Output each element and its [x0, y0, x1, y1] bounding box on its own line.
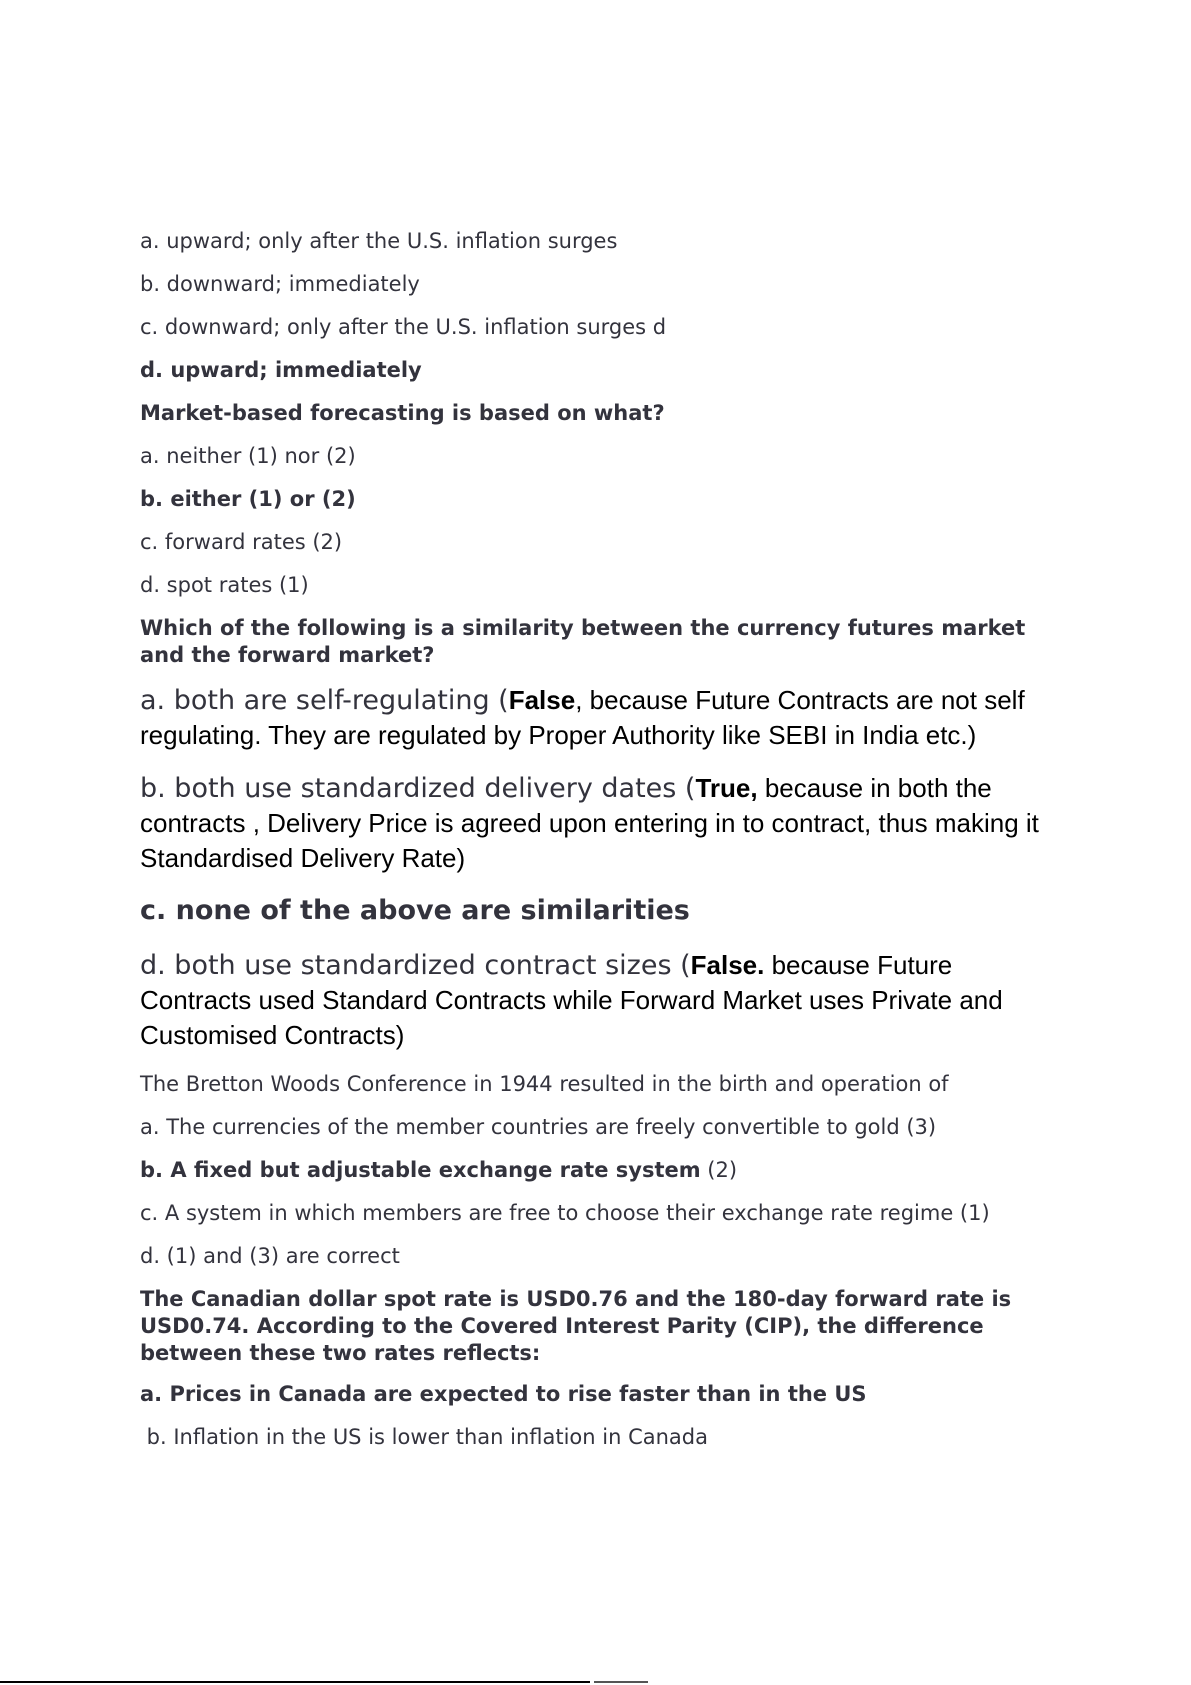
question-canadian-dollar-cip: The Canadian dollar spot rate is USD0.76 and the 180-day forward rate is USD0.74. According to the Covered Interest Parity (CIP), the difference between these two rates reflects: — [140, 1287, 1012, 1365]
verdict: False — [508, 685, 576, 715]
option-c: c. downward; only after the U.S. inflation surges d — [140, 315, 667, 339]
option-a: a. neither (1) nor (2) — [140, 444, 356, 468]
option-lead: d. both use standardized contract sizes ( — [140, 950, 691, 981]
option-d: d. (1) and (3) are correct — [140, 1244, 400, 1268]
question-market-based-forecasting: Market-based forecasting is based on what? — [140, 401, 665, 425]
explanation: because Future Contracts used Standard Contracts while Forward Market uses Private and Customised Contracts) — [140, 950, 1003, 1050]
option-c: c. forward rates (2) — [140, 530, 343, 554]
option-a-explained — [140, 683, 1060, 753]
option-a: a. upward; only after the U.S. inflation surges — [140, 229, 618, 253]
option-d: d. spot rates (1) — [140, 573, 309, 597]
option-c: c. A system in which members are free to choose their exchange rate regime (1) — [140, 1201, 990, 1225]
option-b: b. downward; immediately — [140, 272, 420, 296]
option-b-tail: (2) — [700, 1158, 738, 1182]
option-c-answer: c. none of the above are similarities — [140, 895, 690, 926]
option-lead: b. both use standardized delivery dates ( — [140, 773, 696, 804]
option-b-explained — [140, 771, 1060, 876]
option-d-answer: d. upward; immediately — [140, 358, 422, 382]
explanation: because in both the contracts , Delivery Price is agreed upon entering in to contract, thus making it Standardised Delivery Rate) — [140, 773, 1039, 873]
option-b-answer — [140, 1157, 1060, 1183]
option-a: a. The currencies of the member countries are freely convertible to gold (3) — [140, 1115, 937, 1139]
footer-rule-segment — [594, 1681, 648, 1683]
option-b-answer: b. either (1) or (2) — [140, 487, 356, 511]
option-b-bold: b. A fixed but adjustable exchange rate system — [140, 1158, 701, 1182]
option-b: b. Inflation in the US is lower than inflation in Canada — [140, 1425, 708, 1449]
question-futures-forward-similarity: Which of the following is a similarity between the currency futures market and the forward market? — [140, 616, 1026, 667]
option-d-explained — [140, 948, 1060, 1053]
verdict: True, — [695, 773, 758, 803]
footer-rule — [0, 1681, 590, 1683]
verdict: False. — [690, 950, 765, 980]
document-body — [140, 228, 1060, 1467]
question-bretton-woods: The Bretton Woods Conference in 1944 resulted in the birth and operation of — [140, 1072, 949, 1096]
option-lead: a. both are self-regulating ( — [140, 685, 509, 716]
option-a-answer: a. Prices in Canada are expected to rise faster than in the US — [140, 1382, 867, 1406]
explanation: , because Future Contracts are not self regulating. They are regulated by Proper Authority like SEBI in India etc.) — [140, 685, 1025, 750]
